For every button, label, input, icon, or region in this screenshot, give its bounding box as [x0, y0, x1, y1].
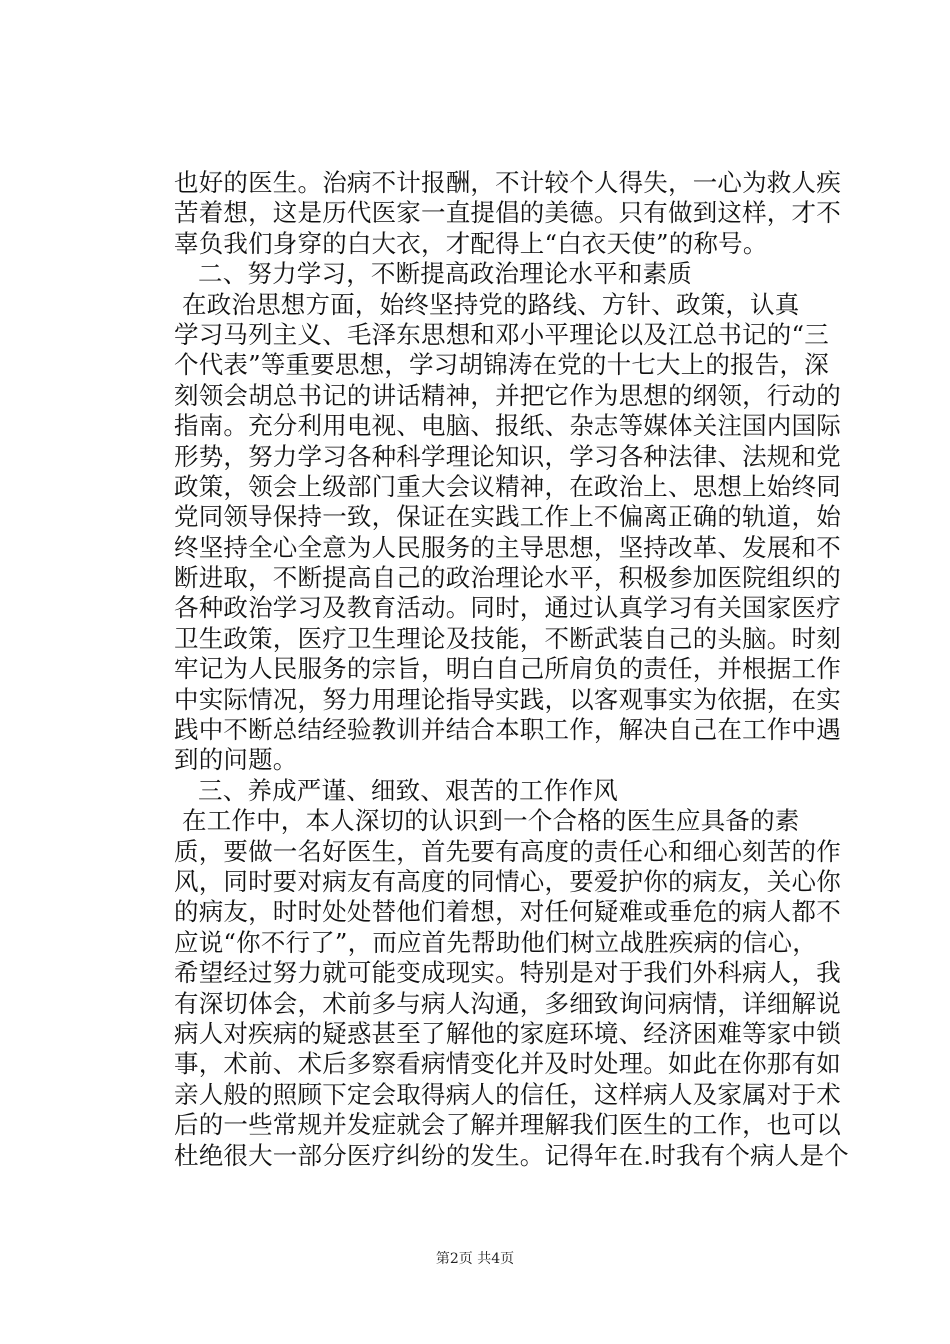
- text-line: 亲人般的照顾下定会取得病人的信任，这样病人及家属对于术: [174, 1079, 841, 1109]
- body-text: [174, 168, 849, 1171]
- text-line: 质，要做一名好医生，首先要有高度的责任心和细心刻苦的作: [174, 836, 841, 866]
- page-footer: [0, 1248, 950, 1268]
- text-line: 党同领导保持一致，保证在实践工作上不偏离正确的轨道，始: [174, 502, 841, 532]
- text-line: 的病友，时时处处替他们着想，对任何疑难或垂危的病人都不: [174, 897, 841, 927]
- text-line: 学习马列主义、毛泽东思想和邓小平理论以及江总书记的“三: [174, 319, 829, 349]
- text-line: 应说“你不行了”，而应首先帮助他们树立战胜疾病的信心，: [174, 927, 817, 957]
- page-number-label: 第2页 共4页: [435, 1251, 515, 1267]
- paragraph-2: [174, 289, 841, 776]
- text-line: 病人对疾病的疑惑甚至了解他的家庭环境、经济困难等家中锁: [174, 1018, 841, 1048]
- text-line: 也好的医生。治病不计报酬，不计较个人得失，一心为救人疾: [174, 168, 841, 197]
- text-line: 有深切体会，术前多与病人沟通，多细致询问病情，详细解说: [174, 988, 841, 1018]
- text-line: 希望经过努力就可能变成现实。特别是对于我们外科病人，我: [174, 958, 841, 988]
- text-line: 中实际情况，努力用理论指导实践，以客观事实为依据，在实: [174, 684, 841, 714]
- section-heading-3: 三、养成严谨、细致、艰苦的工作作风: [198, 775, 618, 805]
- text-line: 个代表”等重要思想，学习胡锦涛在党的十七大上的报告，深: [174, 350, 829, 380]
- text-line: 各种政治学习及教育活动。同时，通过认真学习有关国家医疗: [174, 593, 841, 623]
- text-line: 践中不断总结经验教训并结合本职工作，解决自己在工作中遇: [174, 715, 841, 745]
- text-line: 断进取，不断提高自己的政治理论水平，积极参加医院组织的: [174, 563, 841, 593]
- text-line: 在政治思想方面，始终坚持党的路线、方针、政策，认真: [182, 289, 800, 319]
- text-line: 刻领会胡总书记的讲话精神，并把它作为思想的纲领，行动的: [174, 380, 841, 410]
- text-line: 政策，领会上级部门重大会议精神，在政治上、思想上始终同: [174, 471, 841, 501]
- text-line: 终坚持全心全意为人民服务的主导思想，坚持改革、发展和不: [174, 532, 841, 562]
- text-line: 形势，努力学习各种科学理论知识，学习各种法律、法规和党: [174, 441, 841, 471]
- section-heading-2: 二、努力学习，不断提高政治理论水平和素质: [198, 259, 692, 289]
- text-line: 风，同时要对病友有高度的同情心，要爱护你的病友，关心你: [174, 866, 841, 896]
- text-line: 卫生政策，医疗卫生理论及技能，不断武装自己的头脑。时刻: [174, 623, 841, 653]
- text-line: 杜绝很大一部分医疗纠纷的发生。记得年在.时我有个病人是个: [174, 1140, 849, 1170]
- text-line: 牢记为人民服务的宗旨，明白自己所肩负的责任，并根据工作: [174, 654, 841, 684]
- text-line: 事，术前、术后多察看病情变化并及时处理。如此在你那有如: [174, 1049, 841, 1079]
- text-line: 在工作中，本人深切的认识到一个合格的医生应具备的素: [182, 806, 800, 836]
- paragraph-1: [174, 168, 841, 259]
- text-line: 苦着想，这是历代医家一直提倡的美德。只有做到这样，才不: [174, 198, 841, 228]
- text-line: 后的一些常规并发症就会了解并理解我们医生的工作，也可以: [174, 1110, 841, 1140]
- text-line: 指南。充分利用电视、电脑、报纸、杂志等媒体关注国内国际: [174, 411, 841, 441]
- text-line: 辜负我们身穿的白大衣，才配得上“白衣天使”的称号。: [174, 228, 768, 258]
- paragraph-3: [174, 806, 849, 1171]
- text-line: 到的问题。: [174, 745, 298, 775]
